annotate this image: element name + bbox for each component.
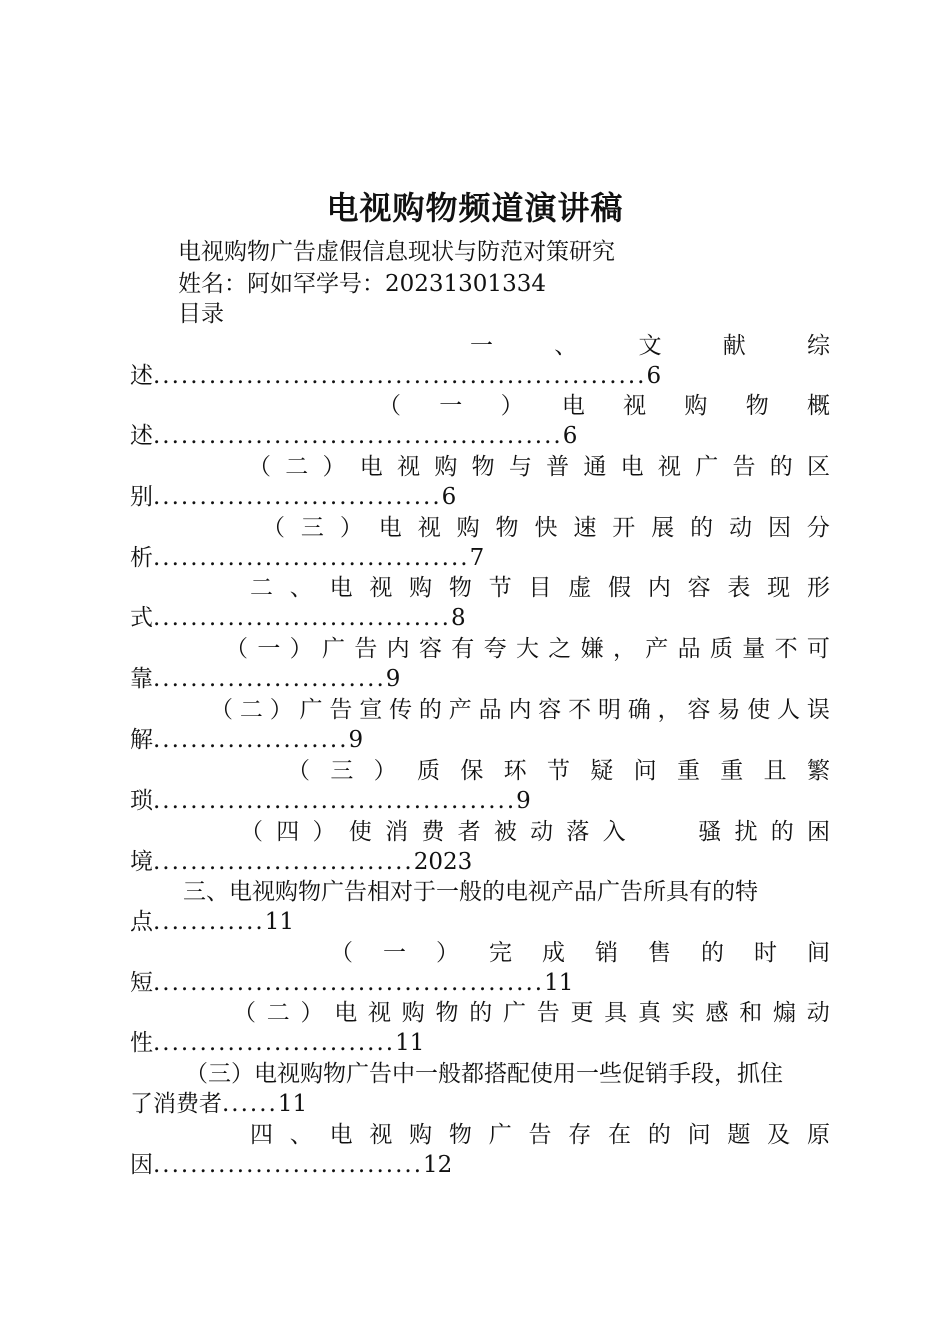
toc-entry-tail: 境 [130, 849, 153, 875]
toc-entry-char: 使 [348, 819, 372, 845]
toc-entry-char: 有 [451, 636, 475, 662]
toc-entry-char: 开 [612, 515, 636, 541]
toc-entry-char: 存 [568, 1122, 592, 1148]
toc-entry-char: 环 [503, 758, 527, 784]
toc-entry-char: 一 [257, 636, 281, 662]
toc-entry-char: 宣 [359, 697, 383, 723]
toc-entry-char: 疑 [590, 758, 614, 784]
toc-entry-char: 二 [250, 575, 273, 601]
toc-page-number: 9 [516, 788, 531, 814]
toc-entry-char: 广 [503, 1000, 526, 1026]
toc-entry-char: 和 [739, 1000, 763, 1026]
dot-leader: .......................................... [153, 970, 545, 996]
toc-entry-char: 广 [488, 1122, 512, 1148]
toc-entry-char: 内 [647, 575, 671, 601]
toc-entry-char: 告 [354, 636, 378, 662]
toc-entry-char: ） [500, 393, 524, 419]
toc-entry-tail: 别 [130, 484, 153, 510]
toc-entry-char: 容 [687, 697, 711, 723]
toc-entry-char: 物 [495, 515, 519, 541]
toc-entry[interactable] [130, 817, 830, 877]
toc-entry-char: 物 [745, 393, 769, 419]
toc-entry-title [240, 817, 830, 847]
toc-entry-char: 且 [763, 758, 787, 784]
toc-heading: 目录 [178, 301, 224, 327]
toc-entry-char: 间 [807, 940, 830, 966]
toc-entry-char: 入 [602, 819, 626, 845]
toc-entry-char: 费 [421, 819, 445, 845]
toc-entry[interactable] [130, 938, 830, 998]
toc-entry-title [183, 877, 830, 907]
toc-entry[interactable] [130, 695, 830, 755]
toc-page-number: 6 [562, 423, 578, 449]
dot-leader: ...... [222, 1091, 278, 1117]
toc-entry-char: 电 [378, 515, 402, 541]
toc-entry-char: 、 [289, 575, 313, 601]
dot-leader: ....................................... [153, 788, 517, 814]
toc-entry-char: 购 [434, 454, 458, 480]
toc-entry-char: 实 [671, 1000, 695, 1026]
toc-entry-title [210, 695, 830, 725]
toc-entry-char: 概 [806, 393, 830, 419]
toc-entry-char: 物 [435, 1000, 459, 1026]
toc-entry-char: 目 [528, 575, 552, 601]
toc-entry-char: 动 [729, 515, 753, 541]
toc-entry-tail: 性 [130, 1030, 153, 1056]
toc-entry-title [250, 1120, 830, 1150]
toc-entry-char: 物 [448, 1122, 472, 1148]
toc-entry-char: 告 [732, 454, 756, 480]
toc-entry-title [225, 634, 830, 664]
toc-entry-char: 量 [742, 636, 766, 662]
toc-entry-char: 完 [489, 940, 512, 966]
toc-entry[interactable] [130, 331, 830, 391]
toc-entry-char: 具 [604, 1000, 628, 1026]
dot-leader: ..................... [153, 727, 349, 753]
toc-entry[interactable] [130, 391, 830, 451]
author-line: 姓名：阿如罕学号：20231301334 [178, 271, 546, 297]
toc-page-number: 11 [264, 909, 295, 935]
toc-entry-char: 形 [806, 575, 830, 601]
toc-page-number: 2023 [413, 849, 473, 875]
toc-entry-tail: 解 [130, 727, 153, 753]
toc-entry-char: 不 [774, 636, 798, 662]
toc-entry-char: 传 [389, 697, 413, 723]
toc-page-number: 8 [450, 605, 466, 631]
toc-entry-char: 献 [722, 333, 746, 359]
toc-entry-char: ） [269, 697, 293, 723]
toc-entry-char: 感 [705, 1000, 729, 1026]
toc-entry[interactable] [130, 756, 830, 816]
dot-leader: ............................................ [153, 423, 563, 449]
toc-entry-char: 二 [239, 697, 263, 723]
toc-entry-char: ， [657, 697, 681, 723]
toc-entry-char: 的 [769, 454, 793, 480]
toc-entry-char: 问 [687, 1122, 711, 1148]
toc-entry-title [378, 391, 830, 421]
dot-leader: .......................... [153, 1030, 396, 1056]
toc-entry-char: 购 [456, 515, 480, 541]
toc-entry-char: 煽 [773, 1000, 796, 1026]
toc-entry-char: 现 [767, 575, 791, 601]
toc-entry-char: 易 [717, 697, 741, 723]
toc-entry-char: 容 [418, 636, 442, 662]
toc-page-number: 6 [441, 484, 457, 510]
toc-entry-char: 电 [329, 575, 353, 601]
toc-entry-tail: 因 [130, 1152, 153, 1178]
toc-entry-char: 的 [418, 697, 442, 723]
toc-entry-char: 电 [329, 1122, 353, 1148]
toc-entry-char: 被 [493, 819, 517, 845]
toc-entry-char: （ [287, 758, 310, 784]
toc-entry-char: 二 [285, 454, 309, 480]
toc-entry-char: ） [289, 636, 313, 662]
toc-entry-char: 嫌 [580, 636, 604, 662]
toc-entry-char: 之 [548, 636, 572, 662]
toc-entry-char: 购 [409, 1122, 433, 1148]
toc-entry-char: 的 [690, 515, 714, 541]
toc-entry-char: 时 [754, 940, 777, 966]
toc-entry-char: 者 [457, 819, 481, 845]
toc-entry-char: 一 [470, 333, 493, 359]
toc-entry-char: 视 [623, 393, 647, 419]
toc-entry-char: 节 [488, 575, 512, 601]
toc-entry-title [470, 331, 830, 361]
toc-entry-char: ， [612, 636, 636, 662]
toc-entry-title [287, 756, 830, 786]
toc-entry[interactable] [130, 1059, 830, 1119]
dot-leader: ......................... [153, 666, 386, 692]
toc-entry-char: 视 [369, 1122, 393, 1148]
subtitle: 电视购物广告虚假信息现状与防范对策研究 [178, 239, 615, 265]
toc-entry-char: 视 [657, 454, 681, 480]
toc-entry-char: 原 [806, 1122, 830, 1148]
toc-entry-char: 销 [595, 940, 618, 966]
toc-page-number: 11 [544, 970, 574, 996]
toc-page-number: 9 [348, 727, 364, 753]
toc-entry-char: 视 [417, 515, 441, 541]
toc-entry-char: ） [339, 515, 363, 541]
toc-entry-char: 一 [439, 393, 463, 419]
toc-entry-char: 告 [528, 1122, 552, 1148]
toc-entry-tail: 了消费者 [130, 1091, 222, 1117]
toc-entry-char: 广 [299, 697, 323, 723]
toc-entry-char: 重 [720, 758, 744, 784]
toc-entry-char: 困 [806, 819, 830, 845]
toc-entry-char: （ [233, 1000, 256, 1026]
toc-page-number: 9 [385, 666, 401, 692]
toc-entry-char: 告 [536, 1000, 560, 1026]
toc-entry-char: 质 [709, 636, 733, 662]
toc-entry-char: 动 [530, 819, 554, 845]
toc-entry[interactable] [130, 452, 830, 512]
toc-page-number: 12 [423, 1152, 453, 1178]
toc-entry-title [262, 513, 830, 543]
toc-entry-char: （ [210, 697, 233, 723]
toc-entry-char: 虚 [568, 575, 592, 601]
dot-leader: .................................. [153, 545, 470, 571]
toc-entry-char: 问 [633, 758, 657, 784]
toc-entry-char: ） [322, 454, 346, 480]
toc-page-number: 7 [469, 545, 485, 571]
toc-entry[interactable] [130, 877, 830, 937]
toc-entry-char: 更 [570, 1000, 594, 1026]
toc-entry-title [248, 452, 830, 482]
toc-entry-char: 的 [647, 1122, 671, 1148]
dot-leader: ............................ [153, 849, 414, 875]
toc-entry-char: 繁 [806, 758, 830, 784]
dot-leader: ............................... [153, 484, 442, 510]
toc-entry-char: 、 [554, 333, 578, 359]
toc-entry-char: 产 [448, 697, 472, 723]
toc-entry-char: 电 [620, 454, 644, 480]
toc-entry-char: （ [225, 636, 248, 662]
toc-entry-char: （ [240, 819, 263, 845]
toc-entry-char: 三 [300, 515, 324, 541]
toc-entry-char: 一 [383, 940, 406, 966]
toc-entry-char: 品 [478, 697, 502, 723]
toc-entry-char: 扰 [734, 819, 758, 845]
toc-entry-char: （ [262, 515, 285, 541]
toc-entry-char: 人 [777, 697, 801, 723]
toc-entry-char: 夸 [483, 636, 507, 662]
toc-entry-char: 视 [369, 575, 393, 601]
dot-leader: ............................. [153, 1152, 424, 1178]
toc-page-number: 6 [646, 363, 662, 389]
toc-entry-char: 速 [573, 515, 597, 541]
toc-entry-tail: 析 [130, 545, 153, 571]
toc-entry-char: 与 [508, 454, 532, 480]
toc-entry-char: 快 [534, 515, 558, 541]
toc-entry-char: 电 [359, 454, 383, 480]
toc-entry-char: ） [373, 758, 397, 784]
toc-entry-char: 真 [638, 1000, 661, 1026]
toc-entry-char: 及 [767, 1122, 791, 1148]
toc-entry-char: ） [300, 1000, 324, 1026]
toc-entry-char: 明 [597, 697, 621, 723]
toc-entry-char: 重 [676, 758, 700, 784]
toc-page-number: 11 [277, 1091, 308, 1117]
toc-entry-char: 大 [515, 636, 539, 662]
toc-entry-char: 保 [460, 758, 484, 784]
toc-entry-char: 物 [471, 454, 495, 480]
document-title: 电视购物频道演讲稿 [326, 189, 624, 227]
toc-entry-char: 物 [448, 575, 472, 601]
toc-entry-title [233, 998, 830, 1028]
toc-entry-char: 综 [807, 333, 830, 359]
toc-entry-char: 售 [648, 940, 671, 966]
toc-entry-char [639, 817, 685, 847]
dot-leader: ..................................................... [153, 363, 647, 389]
dot-leader: ................................ [153, 605, 451, 631]
toc-entry-char: 广 [321, 636, 345, 662]
toc-entry-char: 误 [806, 697, 830, 723]
toc-entry-char: （ [378, 393, 401, 419]
toc-entry-char: 题 [727, 1122, 751, 1148]
toc-entry-title [185, 1059, 830, 1089]
toc-entry-char: 因 [767, 515, 791, 541]
toc-entry-tail: 式 [130, 605, 153, 631]
toc-entry-tail: 短 [130, 970, 153, 996]
toc-entry-char: 假 [608, 575, 632, 601]
toc-entry-char: 在 [608, 1122, 632, 1148]
toc-entry-title-text: 三、电视购物广告相对于一般的电视产品广告所具有的特 [183, 879, 758, 905]
toc-entry-char: 四 [276, 819, 300, 845]
toc-entry-char: 使 [747, 697, 771, 723]
toc-entry-char: 视 [397, 454, 421, 480]
toc-entry-char: 质 [416, 758, 440, 784]
toc-entry-char: 可 [806, 636, 830, 662]
toc-entry-char: 购 [401, 1000, 425, 1026]
toc-entry-char: 普 [546, 454, 570, 480]
toc-entry-char: 骚 [698, 819, 722, 845]
toc-entry-tail: 琐 [130, 788, 153, 814]
toc-entry-tail: 靠 [130, 666, 153, 692]
toc-entry-char: 的 [469, 1000, 493, 1026]
toc-entry-char: 三 [330, 758, 354, 784]
toc-page-number: 11 [395, 1030, 425, 1056]
toc-entry[interactable] [130, 634, 830, 694]
toc-entry-char: 文 [638, 333, 662, 359]
toc-entry-char: 视 [368, 1000, 391, 1026]
toc-entry-char: ） [436, 940, 459, 966]
toc-entry-title [250, 573, 830, 603]
toc-entry-char: ） [312, 819, 336, 845]
toc-entry-char: 电 [561, 393, 585, 419]
toc-entry-char: 产 [645, 636, 669, 662]
toc-entry[interactable] [130, 513, 830, 573]
toc-entry-title-text: （三）电视购物广告中一般都搭配使用一些促销手段，抓住 [185, 1061, 783, 1087]
toc-entry-tail: 述 [130, 363, 153, 389]
toc-entry[interactable] [130, 1120, 830, 1180]
toc-entry[interactable] [130, 998, 830, 1058]
toc-entry-char: 四 [250, 1122, 273, 1148]
toc-entry-char: 通 [583, 454, 607, 480]
toc-entry-char: 二 [266, 1000, 290, 1026]
toc-entry-char: 成 [542, 940, 565, 966]
toc-entry-tail: 述 [130, 423, 153, 449]
toc-entry-char: 告 [329, 697, 353, 723]
toc-entry[interactable] [130, 573, 830, 633]
toc-entry-char: 内 [386, 636, 410, 662]
toc-entry-char: 节 [546, 758, 570, 784]
toc-entry-char: 购 [684, 393, 708, 419]
toc-entry-char: （ [330, 940, 353, 966]
toc-entry-char: 动 [806, 1000, 830, 1026]
toc-entry-char: （ [248, 454, 271, 480]
toc-entry-char: 分 [806, 515, 830, 541]
toc-entry-char: 购 [409, 575, 433, 601]
toc-entry-char: 展 [651, 515, 675, 541]
toc-entry-char: 容 [538, 697, 562, 723]
toc-entry-char: 的 [701, 940, 724, 966]
toc-entry-char: 区 [806, 454, 830, 480]
toc-entry-char: 品 [677, 636, 701, 662]
toc-entry-tail: 点 [130, 909, 153, 935]
toc-entry-char: 落 [566, 819, 590, 845]
toc-entry-title [330, 938, 830, 968]
dot-leader: ............ [153, 909, 265, 935]
toc-entry-char: 确 [627, 697, 651, 723]
toc-entry-char: 广 [695, 454, 719, 480]
toc-entry-char: 容 [687, 575, 711, 601]
toc-entry-char: 不 [568, 697, 592, 723]
toc-entry-char: 消 [385, 819, 409, 845]
toc-entry-char: 表 [727, 575, 751, 601]
toc-entry-char: 、 [289, 1122, 313, 1148]
toc-entry-char: 电 [334, 1000, 358, 1026]
toc-entry-char: 内 [508, 697, 532, 723]
toc-entry-char: 的 [770, 819, 794, 845]
